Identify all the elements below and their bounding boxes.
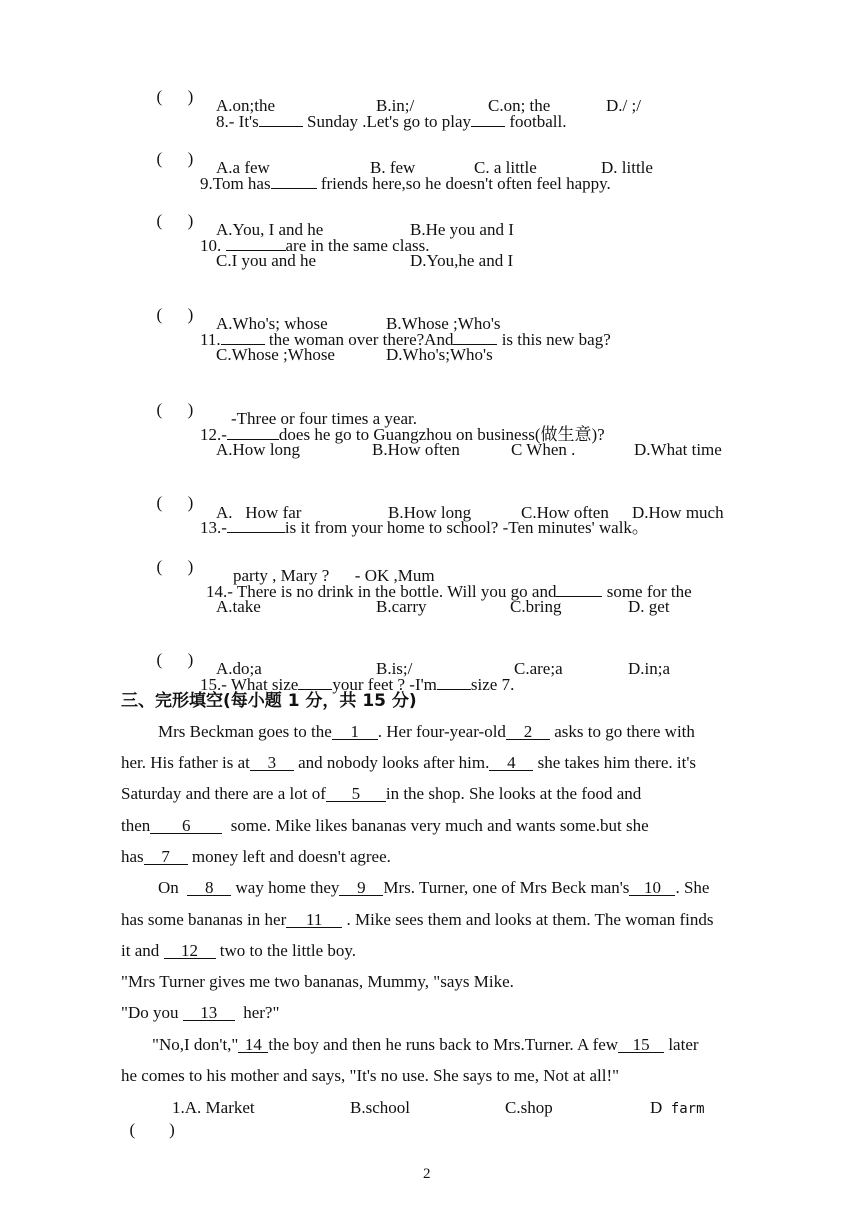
- passage-line-12: he comes to his mother and says, "It's no use. She says to me, Not at all!": [121, 1066, 620, 1085]
- answer-paren: ( ): [156, 87, 194, 106]
- option-b: B.carry: [376, 597, 427, 616]
- question-text: 9.Tom has friends here,so he doesn't often feel happy.: [200, 170, 611, 195]
- option-b: B.Whose ;Who's: [386, 314, 501, 333]
- passage-line-8: it and 12 two to the little boy.: [121, 941, 357, 960]
- question-text: 11. the woman over there?And is this new bag?: [200, 326, 611, 351]
- question-text: 15.- What size your feet ? -I'm size 7.: [200, 671, 514, 696]
- option-a: A. How far: [216, 503, 302, 522]
- option-d: D.How much: [632, 503, 724, 522]
- option-a: A.How long: [216, 440, 301, 459]
- answer-paren: ( ): [156, 305, 194, 324]
- answer-paren: ( ): [156, 557, 194, 576]
- passage-line-9: "Mrs Turner gives me two bananas, Mummy, "says Mike.: [121, 972, 514, 991]
- option-d: D./ ;/: [606, 96, 641, 115]
- passage-line-5: has 7 money left and doesn't agree.: [121, 847, 391, 866]
- page-number: 2: [423, 1166, 431, 1182]
- option-d: D. little: [601, 158, 653, 177]
- section-heading: 三、完形填空(每小题 1 分，共 15 分): [121, 691, 417, 711]
- option-a: A.You, I and he: [216, 220, 324, 239]
- option-b: B.school: [350, 1098, 410, 1117]
- option-c: C. a little: [474, 158, 537, 177]
- cloze-question-1-text: 1.A. Market: [172, 1098, 255, 1117]
- option-a: A.a few: [216, 158, 270, 177]
- question-text: 13.- is it from your home to school? -Ten minutes' walk。: [200, 514, 649, 539]
- option-d: D.You,he and I: [410, 251, 514, 270]
- option-c: C.Whose ;Whose: [216, 345, 335, 364]
- option-c: C.bring: [510, 597, 562, 616]
- question-text: 14.- There is no drink in the bottle. Will you go and some for the: [206, 578, 692, 603]
- option-b: B.He you and I: [410, 220, 514, 239]
- option-d: D.Who's;Who's: [386, 345, 493, 364]
- passage-line-7: has some bananas in her 11 . Mike sees them and looks at them. The woman finds: [121, 910, 714, 929]
- option-b: B.is;/: [376, 659, 413, 678]
- passage-line-10: "Do you 13 her?": [121, 1003, 280, 1022]
- question-text: 8.- It's Sunday .Let's go to play football.: [216, 108, 566, 133]
- option-d: D.What time: [634, 440, 722, 459]
- answer-paren: ( ): [156, 211, 194, 230]
- option-b: B.How long: [388, 503, 472, 522]
- option-b: B.How often: [372, 440, 460, 459]
- answer-paren: ( ): [156, 400, 194, 419]
- option-b: B.in;/: [376, 96, 415, 115]
- answer-paren: ( ): [156, 650, 194, 669]
- passage-line-3: Saturday and there are a lot of 5 in the shop. She looks at the food and: [121, 784, 642, 803]
- question-14-continuation: party , Mary ? - OK ,Mum: [233, 566, 435, 585]
- passage-line-11: "No,I don't," 14 the boy and then he runs back to Mrs.Turner. A few 15 later: [152, 1035, 699, 1054]
- cloze-question-1: [121, 1097, 175, 1141]
- option-c: C When .: [511, 440, 576, 459]
- option-d: D farm: [650, 1098, 705, 1117]
- option-a: A.do;a: [216, 659, 262, 678]
- question-12-answer-line: -Three or four times a year.: [231, 409, 417, 428]
- answer-paren: ( ): [156, 493, 194, 512]
- option-a: A.Who's; whose: [216, 314, 328, 333]
- option-c: C.shop: [505, 1098, 553, 1117]
- passage-line-2: her. His father is at 3 and nobody looks after him. 4 she takes him there. it's: [121, 753, 696, 772]
- option-d: D.in;a: [628, 659, 671, 678]
- answer-paren: ( ): [129, 1120, 175, 1139]
- question-text: 12.- does he go to Guangzhou on business(做生意)?: [200, 421, 605, 446]
- option-c: C.How often: [521, 503, 609, 522]
- option-a: A.take: [216, 597, 261, 616]
- option-b: B. few: [370, 158, 416, 177]
- option-c: C.on; the: [488, 96, 551, 115]
- option-a: A.on;the: [216, 96, 276, 115]
- passage-line-4: then 6 some. Mike likes bananas very much and wants some.but she: [121, 816, 649, 835]
- answer-paren: ( ): [156, 149, 194, 168]
- question-text: 10. are in the same class.: [200, 232, 429, 257]
- passage-line-6: On 8 way home they 9 Mrs. Turner, one of Mrs Beck man's 10 . She: [158, 878, 710, 897]
- option-d: D. get: [628, 597, 670, 616]
- passage-line-1: Mrs Beckman goes to the 1 . Her four-year-old 2 asks to go there with: [158, 722, 695, 741]
- option-c: C.I you and he: [216, 251, 317, 270]
- option-c: C.are;a: [514, 659, 563, 678]
